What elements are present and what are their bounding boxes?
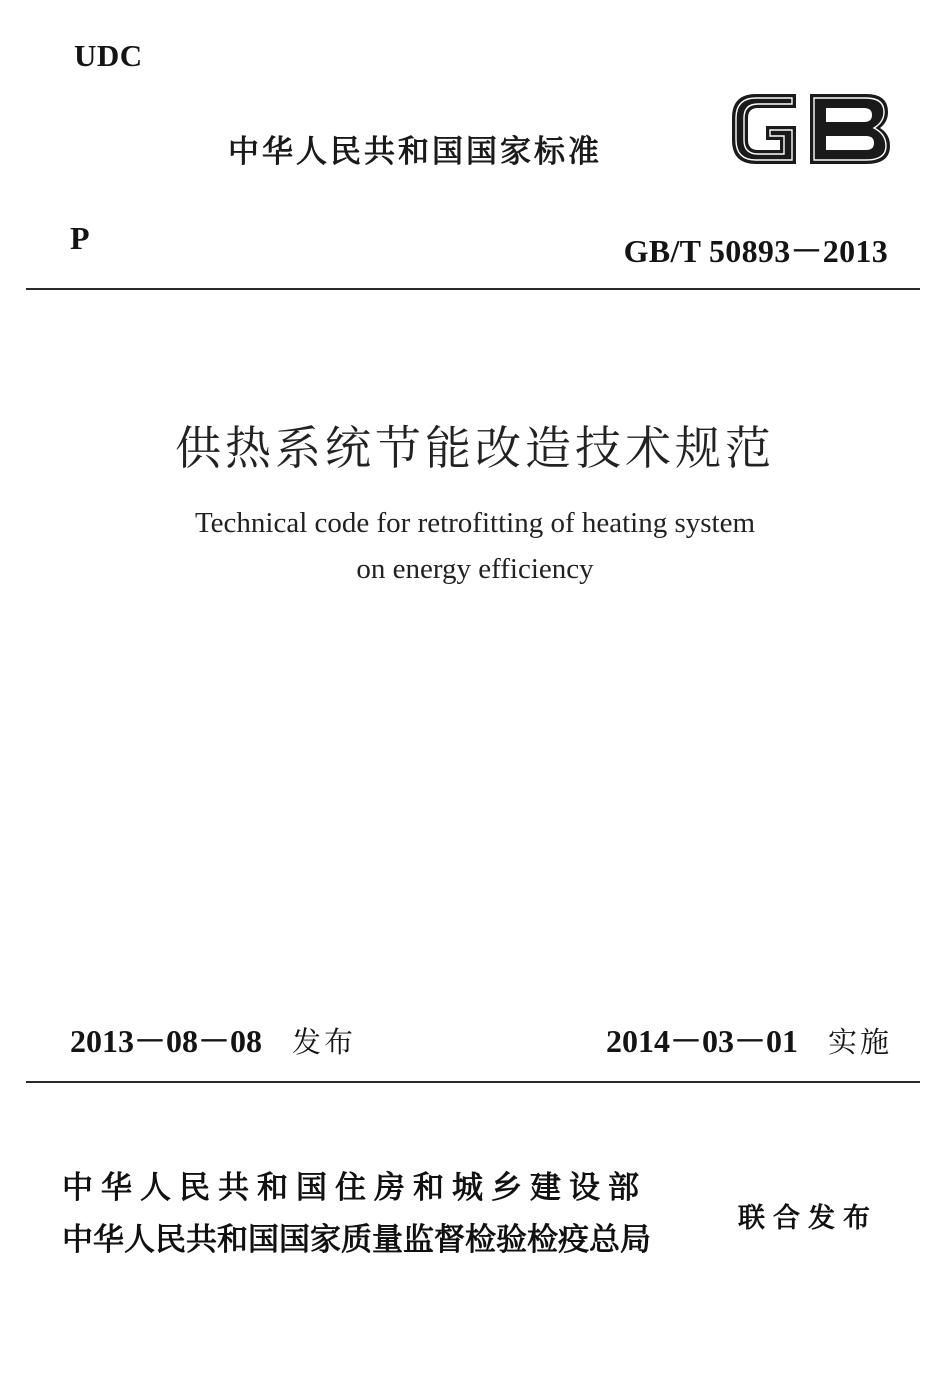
- publisher-authority-1: 中华人民共和国住房和城乡建设部: [62, 1170, 647, 1206]
- publisher-authority-2: 中华人民共和国国家质量监督检验检疫总局: [62, 1222, 651, 1258]
- issue-label: 发布: [292, 1025, 357, 1059]
- standard-number: GB/T 50893－2013: [623, 233, 888, 269]
- bottom-divider: [26, 1081, 920, 1083]
- issue-date-block: [70, 1016, 356, 1062]
- category-code: P: [70, 220, 90, 256]
- issue-date: 2013－08－08: [70, 1023, 263, 1059]
- gb-logo-icon: [726, 84, 892, 172]
- udc-label: UDC: [74, 38, 143, 73]
- title-english-line-1: Technical code for retrofitting of heating system: [194, 507, 756, 539]
- title-english: [0, 500, 950, 592]
- implement-date-block: [606, 1016, 892, 1062]
- standard-type-heading: 中华人民共和国国家标准: [228, 134, 602, 170]
- implement-date: 2014－03－01: [605, 1023, 798, 1059]
- joint-publish-label: 联合发布: [738, 1203, 878, 1234]
- implement-label: 实施: [827, 1025, 892, 1059]
- title-chinese: 供热系统节能改造技术规范: [175, 421, 775, 475]
- title-english-line-2: on energy efficiency: [356, 553, 594, 585]
- top-divider: [26, 288, 920, 290]
